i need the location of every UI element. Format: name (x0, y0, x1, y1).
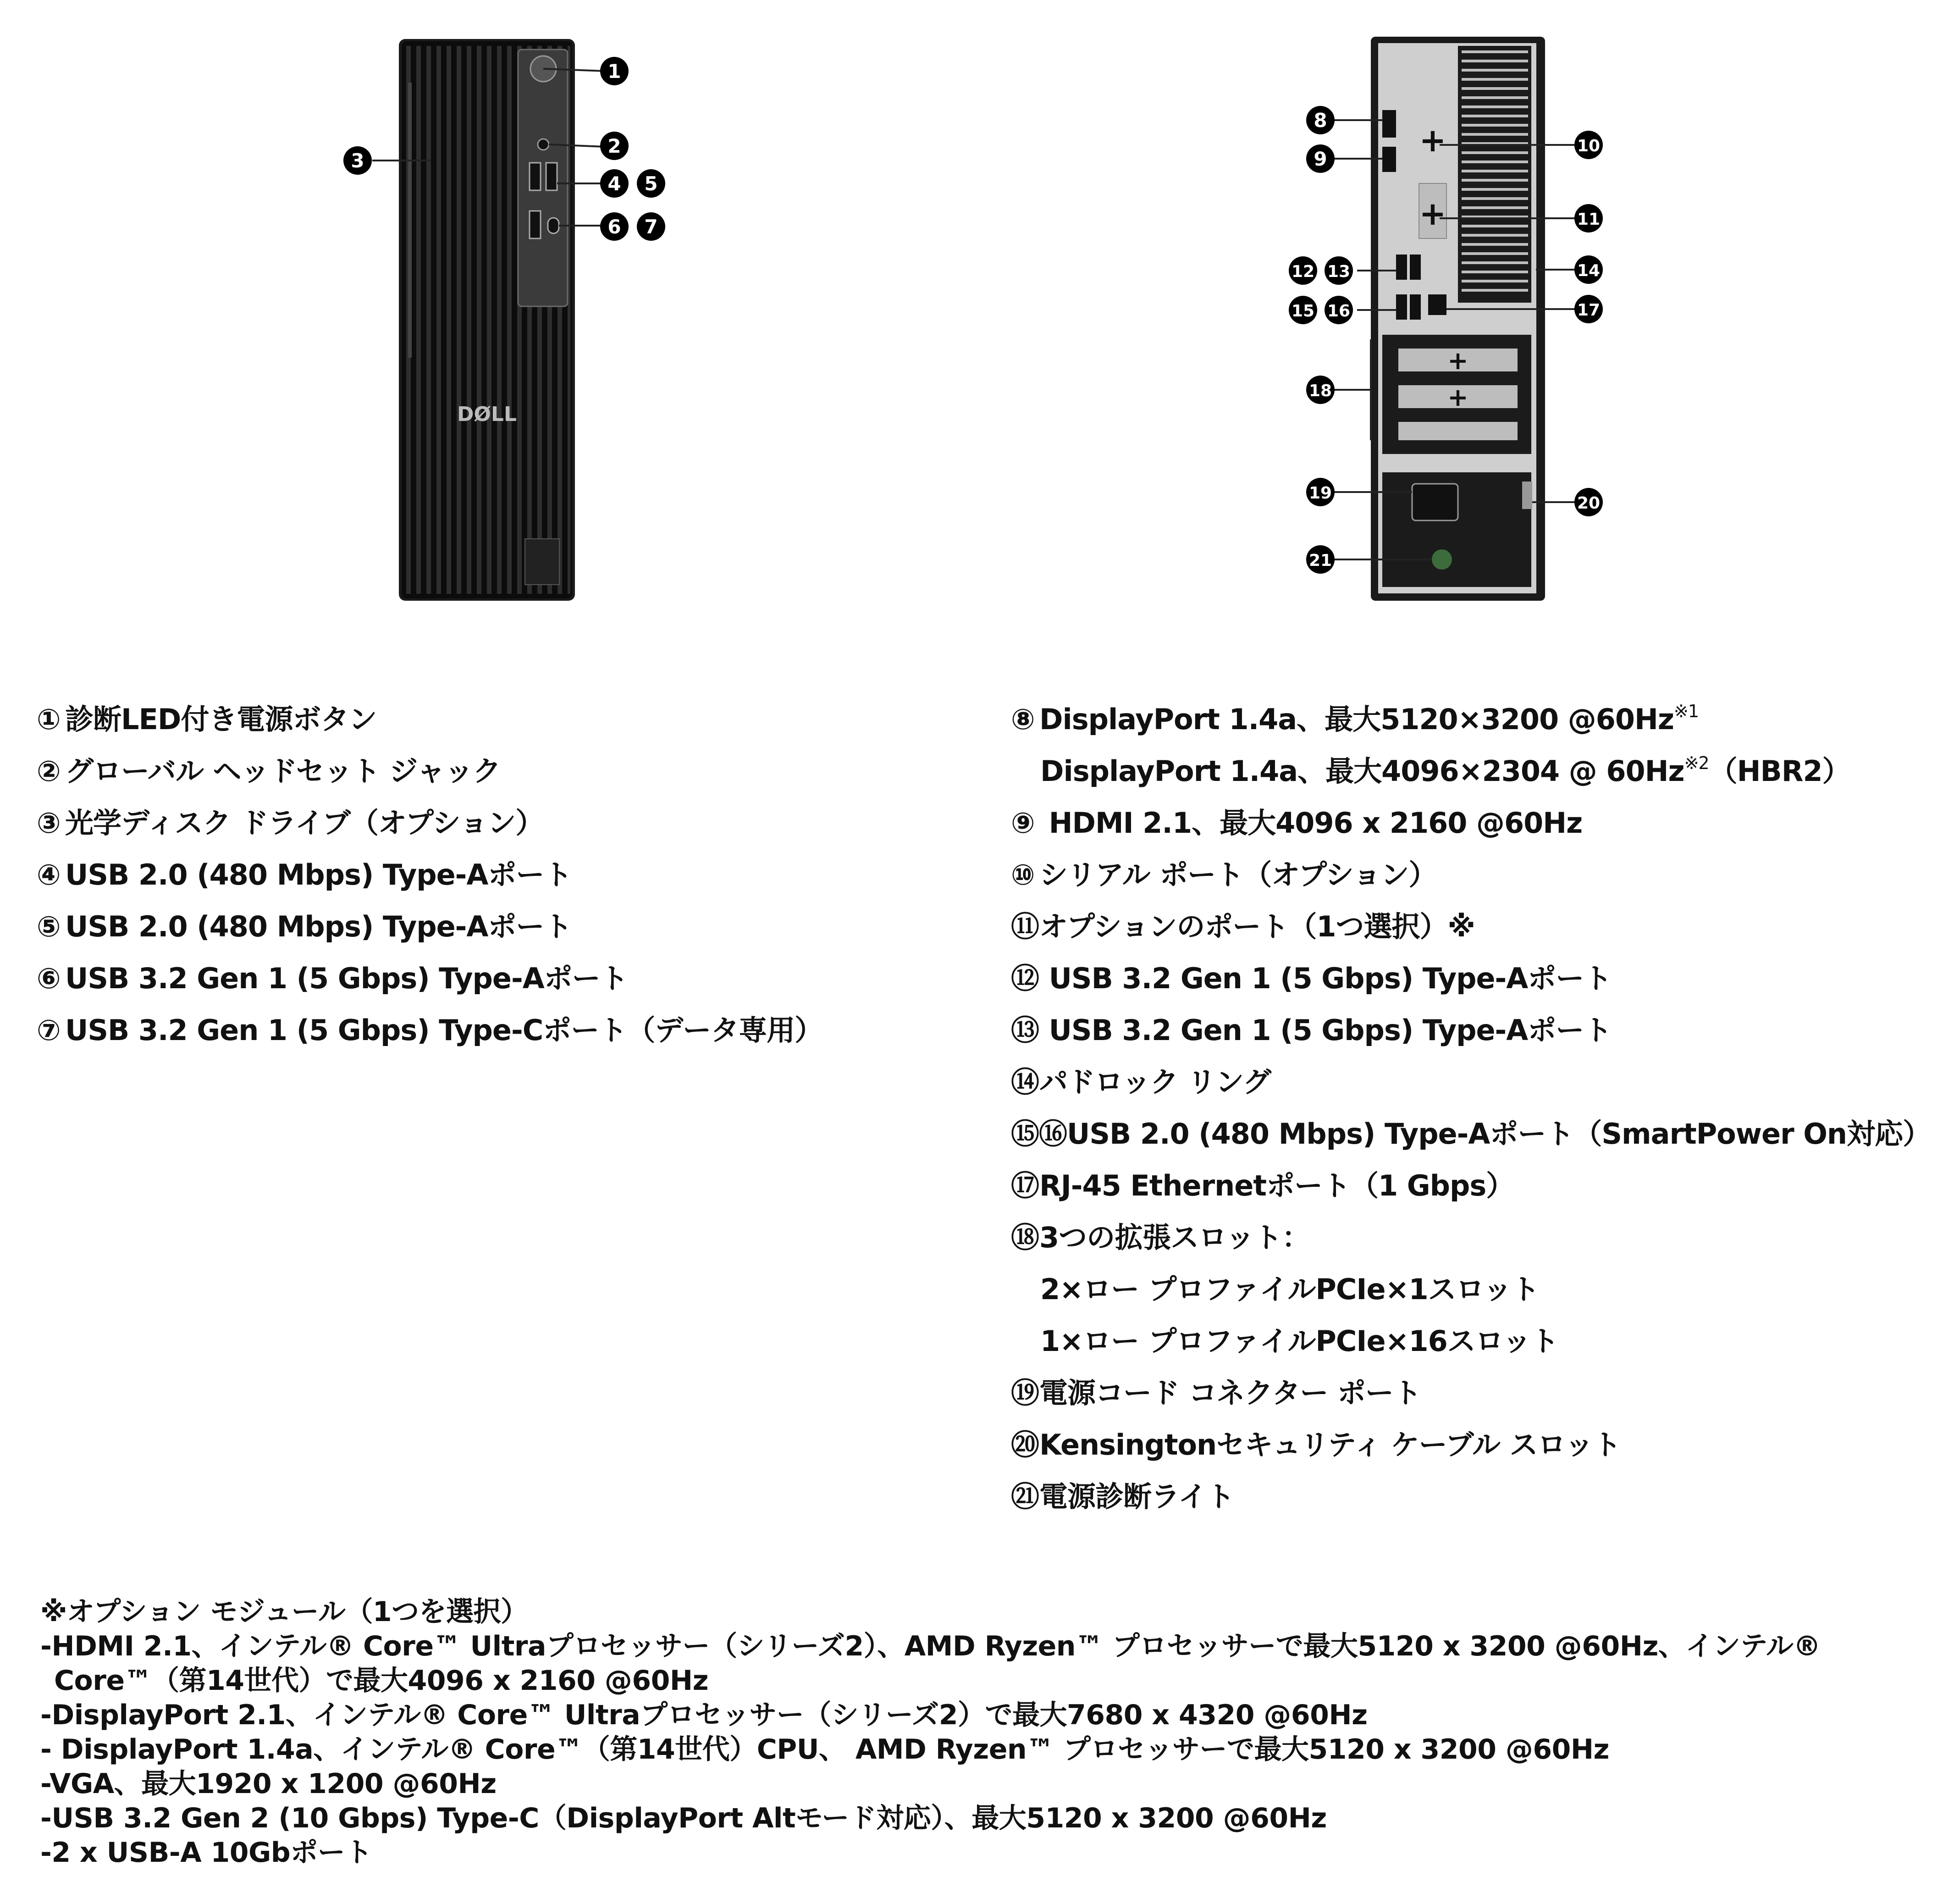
note-line: -USB 3.2 Gen 2 (10 Gbps) Type-C（DisplayPort Altモード対応）、最大5120 x 3200 @60Hz (40, 1802, 1327, 1834)
item-number: ④ (37, 858, 61, 891)
svg-text:5: 5 (644, 172, 658, 195)
svg-text:9: 9 (1314, 148, 1327, 170)
callout-8 (1306, 106, 1335, 134)
svg-text:13: 13 (1327, 262, 1351, 281)
front-view-image (330, 32, 679, 610)
item-label: HDMI 2.1、最大4096 x 2160 @60Hz (1039, 806, 1583, 840)
callout-18 (1306, 376, 1335, 404)
rear-port-item (1011, 1004, 1946, 1056)
callout-3 (343, 146, 372, 175)
usb-a-icon (1396, 255, 1407, 280)
usb-a-icon (1410, 255, 1421, 280)
front-port-item (37, 797, 954, 849)
item-label: オプションのポート（1つ選択）※ (1039, 910, 1475, 943)
callout-9 (1306, 144, 1335, 173)
item-label: USB 2.0 (480 Mbps) Type-Aポート (65, 858, 572, 891)
callout-4 (600, 169, 629, 198)
item-label: グローバル ヘッドセット ジャック (65, 754, 501, 788)
front-port-list (37, 693, 954, 1056)
svg-text:21: 21 (1308, 551, 1332, 570)
note-line: -VGA、最大1920 x 1200 @60Hz (40, 1768, 497, 1800)
front-port-item (37, 1004, 954, 1056)
svg-text:+: + (1447, 346, 1468, 375)
svg-text:3: 3 (351, 149, 364, 172)
callout-1 (600, 57, 629, 85)
callout-5 (637, 169, 665, 198)
rear-view-image (1288, 32, 1646, 610)
front-port-item (37, 901, 954, 952)
item-number: ⑱ (1011, 1221, 1039, 1254)
callout-20 (1574, 488, 1603, 516)
svg-text:15: 15 (1291, 302, 1315, 321)
item-label: 診断LED付き電源ボタン (65, 703, 377, 736)
item-number: ⑳ (1011, 1428, 1039, 1461)
svg-text:8: 8 (1314, 109, 1327, 132)
svg-text:6: 6 (607, 216, 621, 238)
callout-19 (1306, 478, 1335, 506)
item-number: ⑬ (1011, 1013, 1039, 1047)
brand-logo: DØLL (457, 403, 517, 426)
item-number: ⑥ (37, 962, 61, 995)
rear-port-list (1011, 693, 1946, 1522)
item-number: ⑨ (1011, 806, 1035, 840)
callout-6 (600, 212, 629, 241)
item-number: ① (37, 703, 61, 736)
item-number: ⑤ (37, 910, 61, 943)
note-line: -HDMI 2.1、インテル® Core™ Ultraプロセッサー（シリーズ2）、AMD Ryzen™ プロセッサーで最大5120 x 3200 @60Hz、インテル® (40, 1630, 1821, 1662)
note-line: -2 x USB-A 10Gbポート (40, 1837, 372, 1869)
callout-2 (600, 132, 629, 160)
rear-port-subitem (1011, 1315, 1946, 1367)
callout-15 (1289, 296, 1317, 324)
callout-7 (637, 212, 665, 241)
headset-jack-icon (538, 139, 549, 150)
footnote-mark: ※2 (1684, 753, 1709, 773)
usb-a-icon (546, 163, 557, 190)
callout-10 (1574, 131, 1603, 159)
rear-port-item (1011, 745, 1946, 797)
svg-text:7: 7 (644, 216, 658, 238)
rear-port-item (1011, 1056, 1946, 1108)
item-number: ⑧ (1011, 703, 1035, 736)
svg-text:14: 14 (1577, 261, 1601, 280)
rear-port-item (1011, 1419, 1946, 1471)
item-label: 電源コード コネクター ポート (1039, 1376, 1421, 1410)
diagnostic-light-icon (1432, 549, 1452, 570)
item-label: Kensingtonセキュリティ ケーブル スロット (1039, 1428, 1621, 1461)
rear-port-item (1011, 849, 1946, 901)
svg-text:+: + (1419, 122, 1446, 159)
svg-text:1: 1 (607, 60, 621, 83)
item-number: ⑲ (1011, 1376, 1039, 1410)
item-label: USB 3.2 Gen 1 (5 Gbps) Type-Aポート (1039, 1013, 1612, 1047)
item-label: DisplayPort 1.4a、最大5120×3200 @60Hz (1039, 703, 1674, 736)
displayport-icon (1382, 110, 1396, 138)
footnote-mark: ※1 (1674, 701, 1699, 721)
front-port-item (37, 849, 954, 901)
item-number: ② (37, 754, 61, 788)
svg-text:+: + (1419, 195, 1446, 232)
item-suffix: （HBR2） (1709, 754, 1850, 788)
usb-c-icon (548, 218, 559, 233)
item-label: 3つの拡張スロット： (1039, 1221, 1310, 1254)
item-label: USB 3.2 Gen 1 (5 Gbps) Type-Aポート (65, 962, 628, 995)
callout-12 (1289, 256, 1317, 285)
svg-text:+: + (1447, 383, 1468, 412)
note-line: - DisplayPort 1.4a、インテル® Core™（第14世代）CPU、 AMD Ryzen™ プロセッサーで最大5120 x 3200 @60Hz (40, 1733, 1609, 1766)
item-number: ⑰ (1011, 1169, 1039, 1202)
item-number: ⑮⑯ (1011, 1117, 1067, 1151)
item-number: ⑦ (37, 1013, 61, 1047)
kensington-slot-icon (1522, 482, 1532, 509)
front-port-item (37, 693, 954, 745)
item-label: シリアル ポート（オプション） (1039, 858, 1437, 891)
item-number: ㉑ (1011, 1480, 1039, 1513)
svg-text:19: 19 (1308, 484, 1332, 503)
item-label: パドロック リング (1039, 1065, 1271, 1099)
usb-a-icon (1410, 294, 1421, 320)
usb-a-icon (1396, 294, 1407, 320)
item-number: ⑫ (1011, 962, 1039, 995)
rear-port-item (1011, 693, 1946, 745)
usb-a-icon (530, 163, 541, 190)
rear-port-item (1011, 797, 1946, 849)
item-label: USB 3.2 Gen 1 (5 Gbps) Type-Cポート（データ専用） (65, 1013, 823, 1047)
svg-text:10: 10 (1577, 137, 1601, 155)
front-port-item (37, 745, 954, 797)
hdmi-icon (1382, 147, 1396, 172)
item-label: DisplayPort 1.4a、最大4096×2304 @ 60Hz (1040, 754, 1684, 788)
item-label: 2×ロー プロファイルPCIe×1スロット (1040, 1273, 1540, 1306)
callout-16 (1325, 296, 1353, 324)
svg-text:4: 4 (607, 172, 621, 195)
callout-21 (1306, 545, 1335, 574)
svg-text:20: 20 (1577, 494, 1601, 513)
note-line: Core™（第14世代）で最大4096 x 2160 @60Hz (54, 1665, 709, 1697)
rear-port-item (1011, 1108, 1946, 1160)
usb-a-icon (530, 211, 541, 238)
svg-text:17: 17 (1577, 301, 1601, 320)
svg-text:11: 11 (1577, 210, 1601, 229)
svg-text:16: 16 (1327, 302, 1351, 321)
svg-text:2: 2 (607, 135, 621, 157)
svg-text:12: 12 (1291, 262, 1315, 281)
item-label: 光学ディスク ドライブ（オプション） (65, 806, 544, 840)
note-line: -DisplayPort 2.1、インテル® Core™ Ultraプロセッサー（シリーズ2）で最大7680 x 4320 @60Hz (40, 1699, 1368, 1731)
rear-port-item (1011, 952, 1946, 1004)
rear-port-item (1011, 1160, 1946, 1212)
ethernet-icon (1428, 294, 1446, 315)
power-connector-icon (1412, 484, 1458, 520)
item-number: ⑭ (1011, 1065, 1039, 1099)
callout-13 (1325, 256, 1353, 285)
rear-port-item (1011, 1471, 1946, 1522)
front-port-item (37, 952, 954, 1004)
callout-17 (1574, 295, 1603, 323)
rear-port-item (1011, 901, 1946, 952)
rear-port-item (1011, 1212, 1946, 1263)
rear-port-item (1011, 1367, 1946, 1419)
item-label: USB 2.0 (480 Mbps) Type-Aポート（SmartPower On対応） (1067, 1117, 1931, 1151)
optional-module-notes (40, 1595, 1934, 1870)
rear-port-subitem (1011, 1263, 1946, 1315)
item-number: ⑪ (1011, 910, 1039, 943)
notes-title: ※オプション モジュール（1つを選択） (40, 1596, 528, 1628)
item-label: USB 2.0 (480 Mbps) Type-Aポート (65, 910, 572, 943)
item-number: ③ (37, 806, 61, 840)
item-label: USB 3.2 Gen 1 (5 Gbps) Type-Aポート (1039, 962, 1612, 995)
item-label: 電源診断ライト (1039, 1480, 1235, 1513)
item-label: 1×ロー プロファイルPCIe×16スロット (1040, 1324, 1559, 1358)
item-label: RJ-45 Ethernetポート（1 Gbps） (1039, 1169, 1514, 1202)
callout-11 (1574, 204, 1603, 232)
callout-14 (1574, 255, 1603, 284)
svg-text:18: 18 (1308, 382, 1332, 400)
front-io-panel (518, 50, 568, 306)
item-number: ⑩ (1011, 858, 1035, 891)
